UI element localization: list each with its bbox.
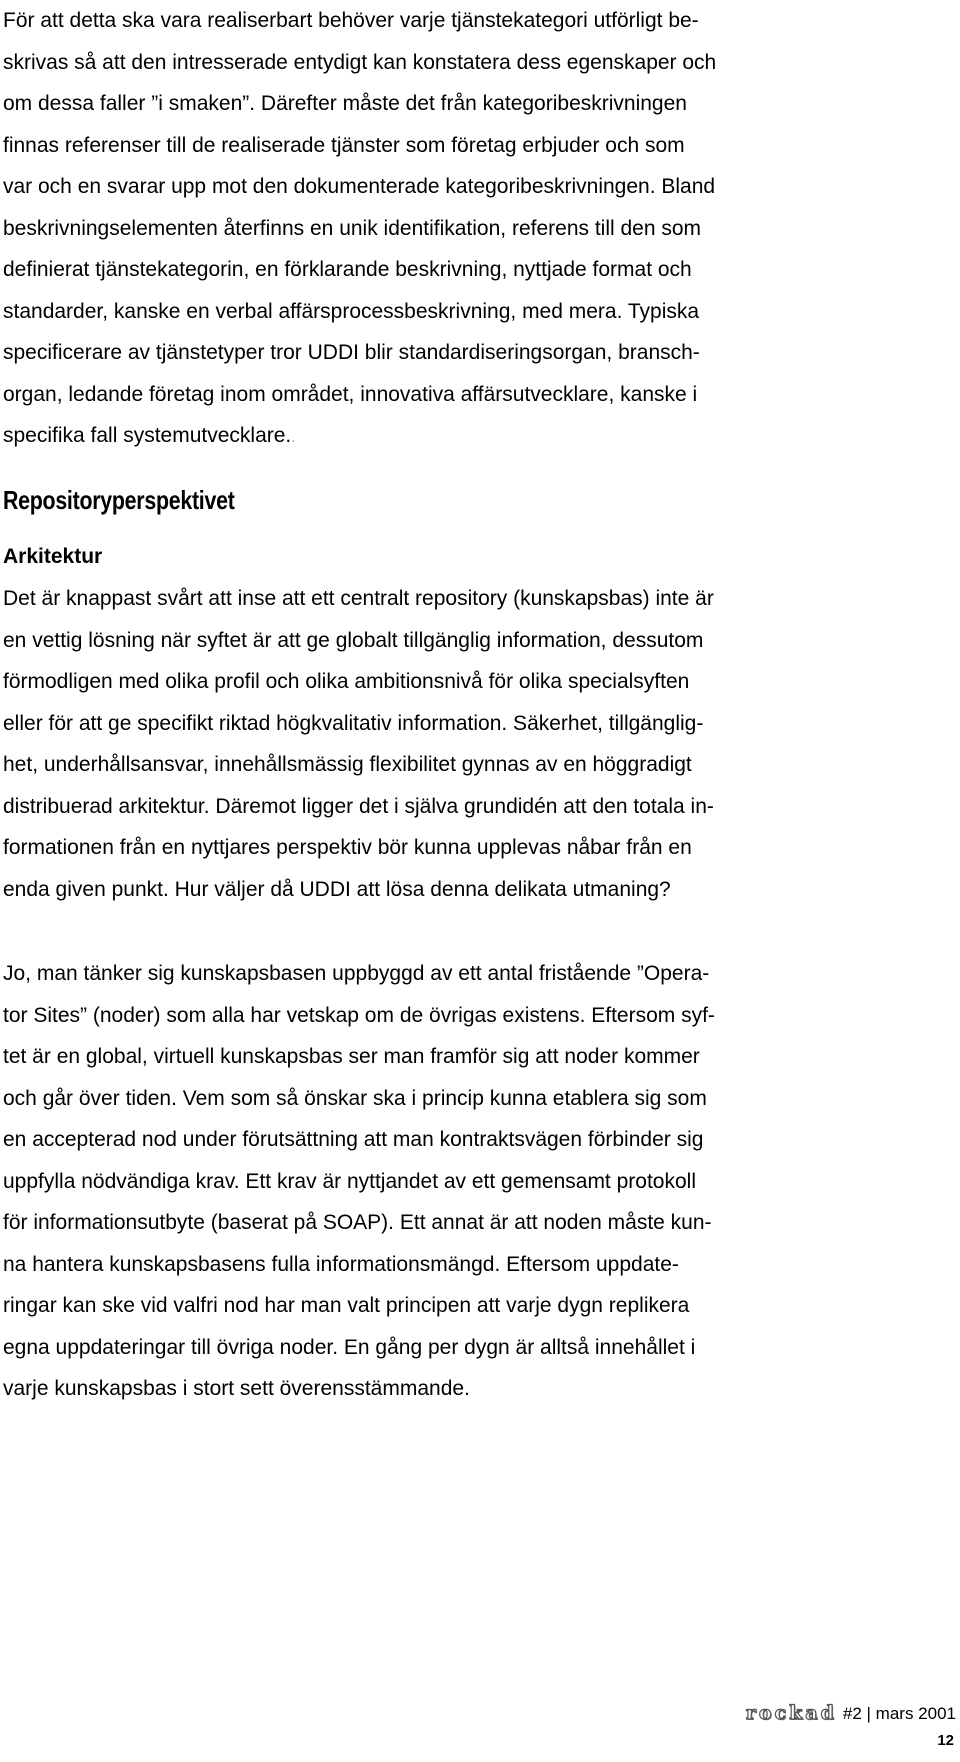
section-heading: Repositoryperspektivet	[3, 485, 235, 515]
footer-line	[746, 1702, 956, 1724]
subsection-heading: Arkitektur	[3, 545, 103, 568]
page-number: 12	[937, 1732, 954, 1749]
edit-mark: .	[291, 429, 296, 446]
page-footer	[0, 1702, 960, 1762]
paragraph-operator-sites: Jo, man tänker sig kunskapsbasen uppbyggd av ett antal fristående ”Opera- tor Sites” (noder) som alla har vetskap om de övrigas existens. Eftersom syf- tet är en global, virtuell kunskapsbas ser man framför sig att noder kommer och går över tiden. Vem som så önskar ska i princip kunna etablera sig som en accepterad nod under förutsättning att man kontraktsvägen förbinder sig uppfylla nödvändiga krav. Ett krav är nyttjandet av ett gemensamt protokoll för informationsutbyte (baserat på SOAP). Ett annat är att noden måste kun- na hantera kunskapsbasens fulla informationsmängd. Eftersom uppdate- ringar kan ske vid valfri nod har man valt principen att varje dygn replikera egna uppdateringar till övriga noder. En gång per dygn är alltså innehållet i varje kunskapsbas i stort sett överensstämmande.	[3, 962, 715, 1400]
rockad-logo: rockad	[745, 1702, 837, 1724]
paragraph-intro-text: För att detta ska vara realiserbart behöver varje tjänstekategori utförligt be- skrivas så att den intresserade entydigt kan konstatera dess egenskaper och om dessa faller ”i smaken”. Därefter måste det från kategoribeskrivningen finnas referenser till de realiserade tjänster som företag erbjuder och som var och en svarar upp mot den dokumenterade kategoribeskrivningen. Bland beskrivningselementen återfinns en unik identifikation, referens till den som definierat tjänstekategorin, en förklarande beskrivning, nyttjade format och standarder, kanske en verbal affärsprocessbeskrivning, med mera. Typiska specificerare av tjänstetyper tror UDDI blir standardiseringsorgan, bransch- organ, ledande företag inom området, innovativa affärsutvecklare, kanske i specifika fall systemutvecklare.	[3, 9, 717, 447]
paragraph-intro	[3, 0, 823, 459]
paragraph-architecture: Det är knappast svårt att inse att ett centralt repository (kunskapsbas) inte är en vettig lösning när syftet är att ge globalt tillgänglig information, dessutom förmodligen med olika profil och olika ambitionsnivå för olika specialsyften eller för att ge specifikt riktad högkvalitativ information. Säkerhet, tillgänglig- het, underhållsansvar, innehållsmässig flexibilitet gynnas av en höggradigt distribuerad arkitektur. Däremot ligger det i själva grundidén att den totala in- formationen från en nyttjares perspektiv bör kunna upplevas nåbar från en enda given punkt. Hur väljer då UDDI att lösa denna delikata utmaning?	[3, 587, 714, 901]
issue-info: #2 | mars 2001	[842, 1704, 956, 1723]
